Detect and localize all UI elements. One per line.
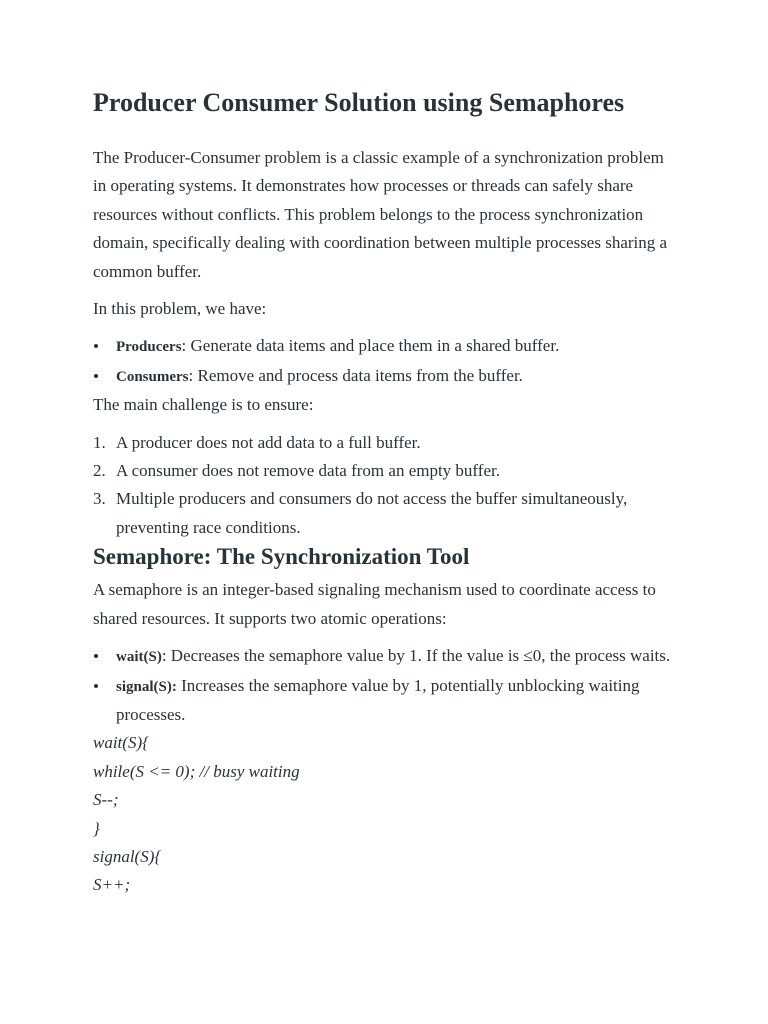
code-line: wait(S){	[93, 733, 149, 753]
role-description: : Remove and process data items from the buffer.	[188, 365, 523, 385]
intro-paragraph: The Producer-Consumer problem is a classic example of a synchronization problem in operating systems. It demonstrates how processes or threads can safely share resources without conflicts. This problem belongs to the process synchronization domain, specifically dealing with coordination between multiple processes sharing a common buffer.	[93, 148, 668, 281]
operation-description: Increases the semaphore value by 1, potentially unblocking waiting processes.	[116, 675, 640, 724]
code-line: signal(S){	[93, 846, 162, 866]
role-description: : Generate data items and place them in a shared buffer.	[181, 336, 560, 356]
list-item	[93, 332, 673, 361]
list-item	[93, 642, 673, 671]
role-term: Consumers	[116, 368, 189, 385]
list-item	[93, 362, 673, 391]
challenge-text: Multiple producers and consumers do not access the buffer simultaneously, preventing race conditions.	[116, 489, 628, 537]
challenge-text: A producer does not add data to a full buffer.	[116, 432, 421, 452]
roles-list	[93, 332, 673, 391]
operation-term: wait(S)	[116, 649, 162, 666]
section-heading: Semaphore: The Synchronization Tool	[93, 544, 470, 570]
code-line: }	[93, 818, 100, 838]
code-line: S++;	[93, 875, 131, 895]
operation-description: : Decreases the semaphore value by 1. If the value is ≤0, the process waits.	[161, 646, 671, 666]
list-item	[93, 457, 673, 485]
operation-term: signal(S):	[116, 678, 177, 695]
page-title: Producer Consumer Solution using Semaphores	[93, 88, 625, 117]
code-block	[93, 729, 673, 899]
document-page	[93, 86, 673, 900]
code-line: while(S <= 0); // busy waiting	[93, 761, 300, 781]
challenges-list	[93, 429, 673, 543]
code-line: S--;	[93, 790, 119, 810]
role-term: Producers	[116, 339, 182, 356]
challenge-label: The main challenge is to ensure:	[93, 395, 314, 415]
list-item	[93, 672, 673, 730]
have-label: In this problem, we have:	[93, 299, 267, 319]
list-item	[93, 485, 673, 542]
list-number: 2.	[93, 461, 106, 481]
list-number: 1.	[93, 432, 106, 452]
operations-list	[93, 642, 673, 729]
list-number: 3.	[93, 489, 106, 509]
semaphore-paragraph: A semaphore is an integer-based signaling mechanism used to coordinate access to shared resources. It supports two atomic operations:	[93, 580, 656, 628]
challenge-text: A consumer does not remove data from an empty buffer.	[116, 461, 500, 481]
list-item	[93, 429, 673, 457]
